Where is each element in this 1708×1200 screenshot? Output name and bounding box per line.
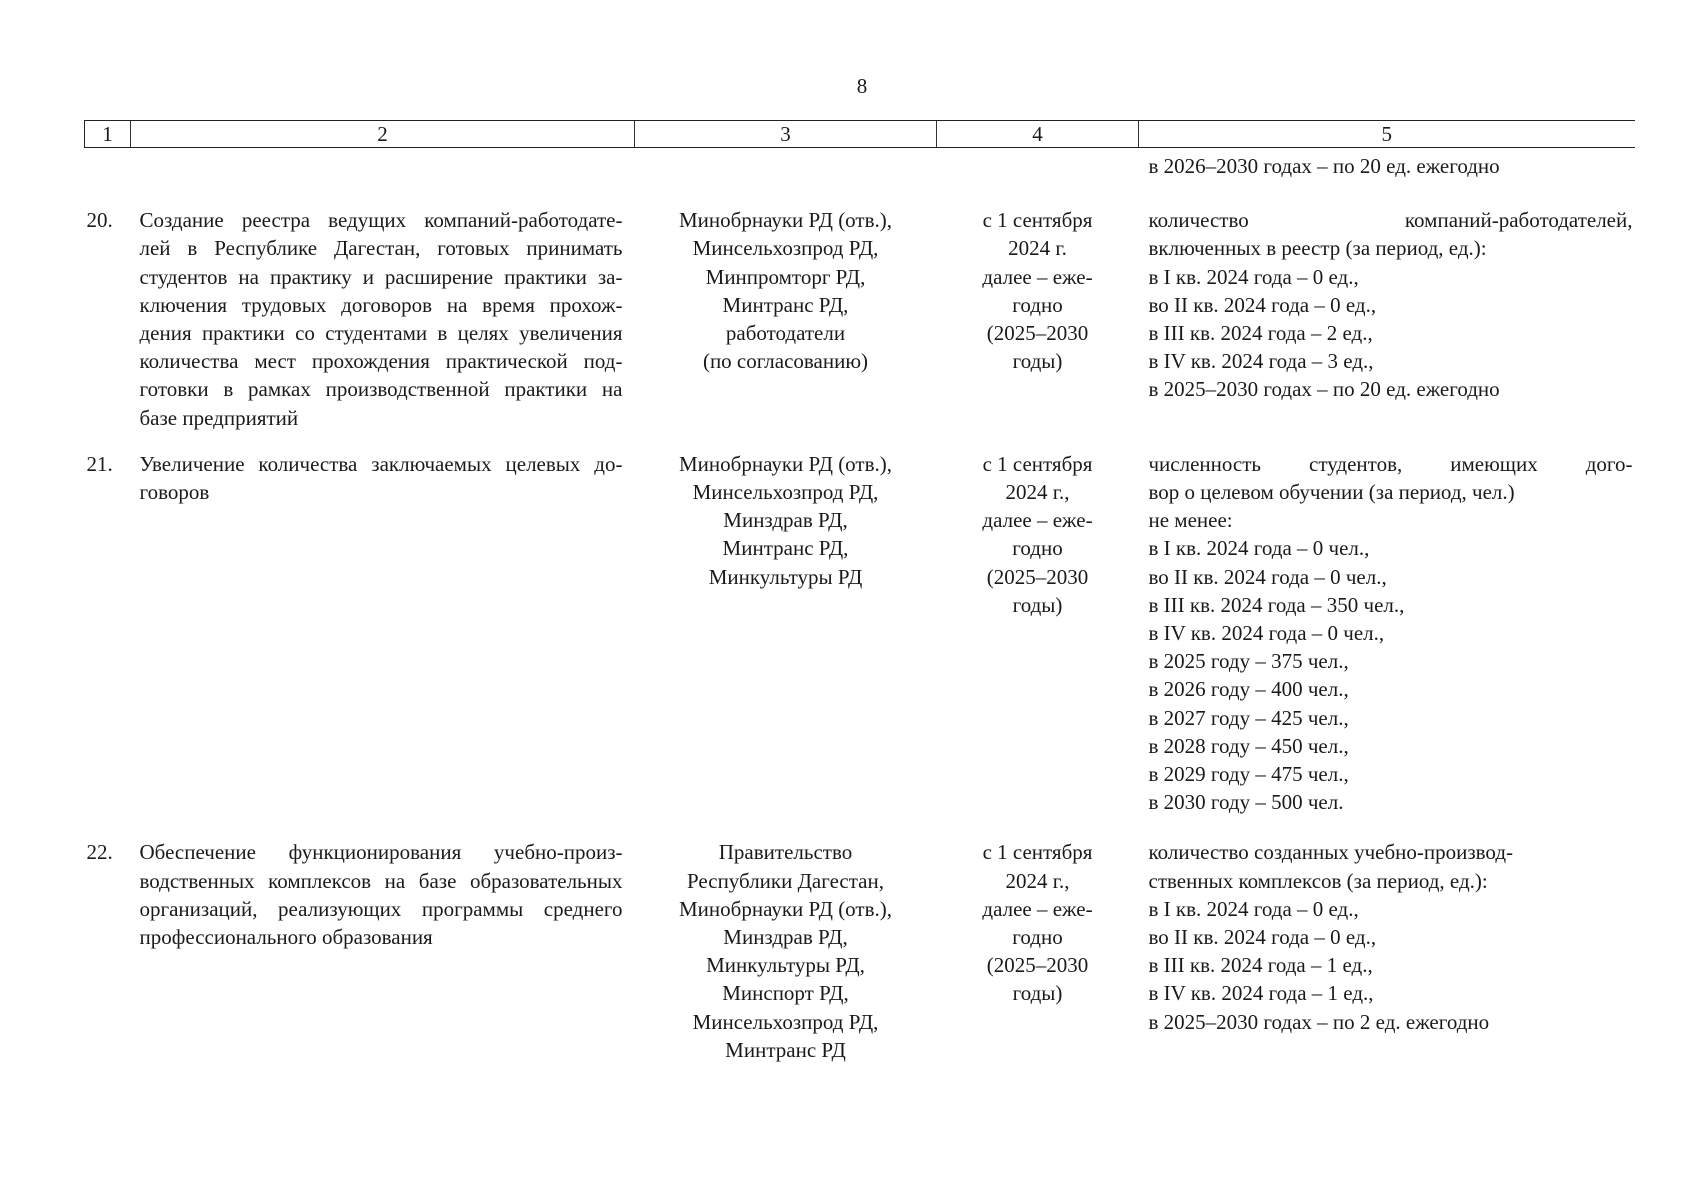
- measures-table: [84, 120, 1634, 1064]
- executor: Минобрнауки РД (отв.),: [679, 451, 892, 476]
- indicator-line: в I кв. 2024 года – 0 чел.,: [1148, 536, 1370, 561]
- indicator-line: в 2028 году – 450 чел.,: [1148, 733, 1349, 758]
- deadline-line: годно: [1012, 292, 1063, 317]
- deadline-line: 2024 г.,: [1005, 868, 1070, 893]
- executor: Минздрав РД,: [723, 925, 848, 950]
- deadline-line: годы): [1012, 592, 1063, 617]
- executor: Минпромторг РД,: [705, 264, 866, 289]
- table: [84, 120, 1635, 1064]
- header-col-2: 2: [131, 121, 635, 148]
- measure-name-line: профессионального образования: [139, 925, 433, 950]
- executor: Минкультуры РД,: [706, 953, 865, 978]
- row-number: 21.: [86, 451, 113, 476]
- executor: Минсельхозпрод РД,: [692, 1009, 879, 1034]
- executor: Минтранс РД,: [722, 536, 849, 561]
- indicator-line: количество созданных учебно-производ-: [1148, 840, 1513, 865]
- deadline-line: с 1 сентября: [982, 451, 1093, 476]
- indicator-line: численность студентов, имеющих дого-: [1148, 451, 1633, 476]
- table-body: [85, 180, 1635, 1064]
- deadline-line: 2024 г.,: [1005, 480, 1070, 505]
- table-header-row: [85, 121, 1635, 148]
- indicator-line: в IV кв. 2024 года – 0 чел.,: [1148, 621, 1385, 646]
- measure-name-line: Обеспечение функционирования учебно-произ-: [139, 840, 623, 865]
- measure-name-line: Создание реестра ведущих компаний-работодате-: [139, 208, 623, 233]
- indicator-line: в 2030 году – 500 чел.: [1148, 790, 1344, 815]
- measure-name-line: лей в Республике Дагестан, готовых принимать: [139, 236, 623, 261]
- table-row: [85, 180, 1635, 432]
- deadline-line: (2025–2030: [986, 321, 1089, 346]
- measure-name-line: организаций, реализующих программы среднего: [139, 896, 623, 921]
- indicator-line: в 2025–2030 годах – по 20 ед. ежегодно: [1148, 377, 1500, 402]
- indicator-line: в 2026 году – 400 чел.,: [1148, 677, 1349, 702]
- measure-name-line: Увеличение количества заключаемых целевых до-: [139, 451, 623, 476]
- indicator-line: в III кв. 2024 года – 350 чел.,: [1148, 592, 1405, 617]
- indicator-line: количество компаний-работодателей,: [1148, 208, 1633, 233]
- header-col-3: 3: [635, 121, 937, 148]
- row-number: 22.: [86, 840, 113, 865]
- executor: Минобрнауки РД (отв.),: [679, 896, 892, 921]
- executor: Минтранс РД,: [722, 292, 849, 317]
- deadline-line: годы): [1012, 349, 1063, 374]
- deadline-line: далее – еже-: [982, 896, 1093, 921]
- measure-name-line: количества мест прохождения практической под-: [139, 349, 623, 374]
- deadline-line: далее – еже-: [982, 508, 1093, 533]
- indicator-line: включенных в реестр (за период, ед.):: [1148, 236, 1487, 261]
- indicator-line: в I кв. 2024 года – 0 ед.,: [1148, 896, 1359, 921]
- indicator-line: в III кв. 2024 года – 1 ед.,: [1148, 953, 1373, 978]
- measure-name-line: готовки в рамках производственной практики на: [139, 377, 623, 402]
- header-col-4: 4: [937, 121, 1139, 148]
- measure-name-line: дения практики со студентами в целях увеличения: [139, 321, 623, 346]
- executor: Правительство: [718, 840, 853, 865]
- indicator-line: в 2027 году – 425 чел.,: [1148, 705, 1349, 730]
- header-col-1: 1: [85, 121, 131, 148]
- indicator-line: в I кв. 2024 года – 0 ед.,: [1148, 264, 1359, 289]
- executor: Минспорт РД,: [722, 981, 849, 1006]
- indicator-line: в 2025 году – 375 чел.,: [1148, 649, 1349, 674]
- executor: (по согласованию): [702, 349, 869, 374]
- row-number: 20.: [86, 208, 113, 233]
- executor: Минобрнауки РД (отв.),: [679, 208, 892, 233]
- deadline-line: с 1 сентября: [982, 840, 1093, 865]
- executor: Минздрав РД,: [723, 508, 848, 533]
- indicator-line: вор о целевом обучении (за период, чел.): [1148, 480, 1515, 505]
- measure-name-line: водственных комплексов на базе образовательных: [139, 868, 623, 893]
- deadline-line: годно: [1012, 925, 1063, 950]
- executor: Республики Дагестан,: [687, 868, 884, 893]
- indicator-line: ственных комплексов (за период, ед.):: [1148, 868, 1488, 893]
- indicator-line: в III кв. 2024 года – 2 ед.,: [1148, 321, 1373, 346]
- continuation-text: в 2026–2030 годах – по 20 ед. ежегодно: [1148, 154, 1500, 178]
- deadline-line: далее – еже-: [982, 264, 1093, 289]
- deadline-line: с 1 сентября: [982, 208, 1093, 233]
- measure-name-line: студентов на практику и расширение практики за-: [139, 264, 623, 289]
- deadline-line: 2024 г.: [1008, 236, 1067, 261]
- measure-name-line: ключения трудовых договоров на время прохож-: [139, 292, 623, 317]
- deadline-line: годно: [1012, 536, 1063, 561]
- table-row: [85, 816, 1635, 1064]
- indicator-line: во II кв. 2024 года – 0 чел.,: [1148, 564, 1387, 589]
- executor: Минтранс РД: [725, 1037, 846, 1062]
- indicator-line: во II кв. 2024 года – 0 ед.,: [1148, 925, 1377, 950]
- executor: Минкультуры РД: [708, 564, 863, 589]
- executor: Минсельхозпрод РД,: [692, 236, 879, 261]
- indicator-line: не менее:: [1148, 508, 1233, 533]
- indicator-line: в IV кв. 2024 года – 1 ед.,: [1148, 981, 1374, 1006]
- indicator-line: в IV кв. 2024 года – 3 ед.,: [1148, 349, 1374, 374]
- continuation-row: [85, 148, 1635, 181]
- measure-name-line: говоров: [139, 480, 210, 505]
- executor: работодатели: [725, 321, 846, 346]
- deadline-line: годы): [1012, 981, 1063, 1006]
- header-col-5: 5: [1139, 121, 1635, 148]
- deadline-line: (2025–2030: [986, 953, 1089, 978]
- indicator-line: во II кв. 2024 года – 0 ед.,: [1148, 292, 1377, 317]
- page-number: 8: [856, 74, 868, 98]
- measure-name-line: базе предприятий: [139, 405, 299, 430]
- deadline-line: (2025–2030: [986, 564, 1089, 589]
- indicator-line: в 2029 году – 475 чел.,: [1148, 762, 1349, 787]
- table-row: [85, 432, 1635, 817]
- executor: Минсельхозпрод РД,: [692, 480, 879, 505]
- indicator-line: в 2025–2030 годах – по 2 ед. ежегодно: [1148, 1009, 1490, 1034]
